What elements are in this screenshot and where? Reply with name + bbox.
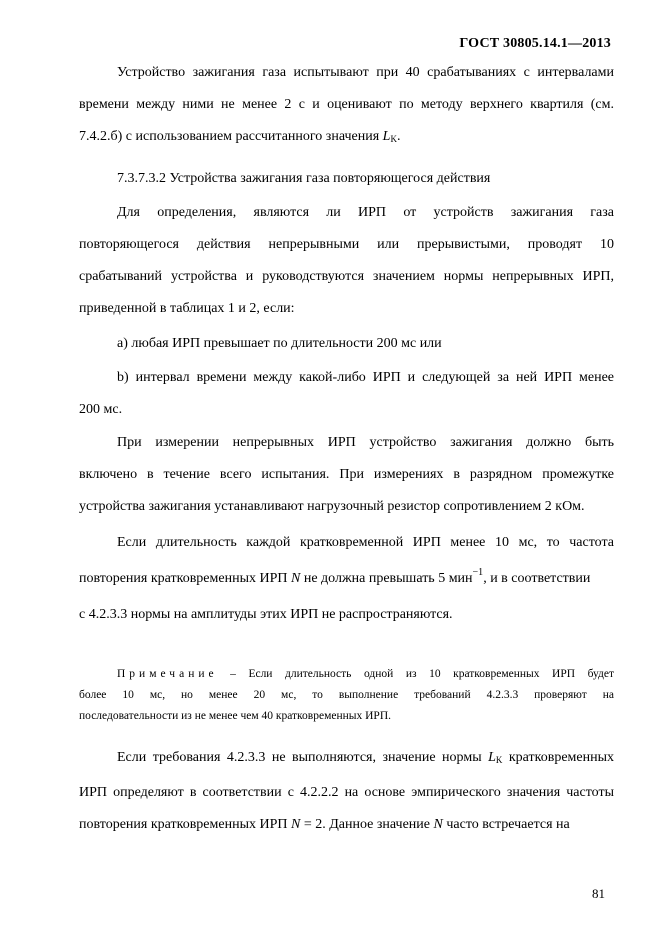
list-item-a [79,328,614,360]
variable-L: L [488,750,496,765]
text-run: не должна превышать 5 мин [300,571,473,586]
variable-N: N [290,571,301,586]
text-run: повторения кратковременных ИРП [79,571,291,586]
subscript-K: K [495,755,503,765]
paragraph-line: ИРП определяют в соответствии с 4.2.2.2 на основе эмпирического значения частоты [79,785,614,800]
text-run: , и в соответствии [483,571,591,586]
note-line: более 10 мс, но менее 20 мс, то выполнение требований 4.2.3.3 проверяют на [79,689,614,701]
subscript-K: K [390,134,397,144]
variable-N: N [433,817,443,832]
paragraph-line [79,559,614,599]
paragraph-2 [79,197,614,325]
note-text: – Если длительность одной из 10 кратковременных ИРП будет [217,668,614,680]
note-label: Примечание [117,668,218,680]
paragraph-4 [79,527,614,631]
paragraph-line: с 4.2.3.3 нормы на амплитуды этих ИРП не распространяются. [79,607,453,622]
paragraph-line: устройства зажигания устанавливают нагрузочный резистор сопротивлением 2 кОм. [79,499,585,514]
paragraph-line: времени между ними не менее 2 с и оценивают по методу верхнего квартиля (см. [79,97,614,112]
paragraph-line: приведенной в таблицах 1 и 2, если: [79,301,295,316]
variable-L: L [382,129,391,144]
paragraph-line: Если длительность каждой кратковременной ИРП менее 10 мс, то частота [117,535,614,550]
note-line [79,664,614,685]
paragraph-line [79,121,614,153]
paragraph-5 [79,739,614,841]
paragraph-line: Устройство зажигания газа испытывают при 40 срабатываниях с интервалами [117,65,614,80]
section-heading [79,163,614,195]
text-run: . [396,129,401,144]
variable-N: N [290,817,301,832]
paragraph-1 [79,57,614,153]
text-run: кратковременных [502,750,614,765]
note-block [79,664,614,727]
section-title: 7.3.7.3.2 Устройства зажигания газа повторяющегося действия [117,171,491,186]
paragraph-3 [79,427,614,523]
document-header: ГОСТ 30805.14.1—2013 [459,36,611,51]
paragraph-line: Для определения, являются ли ИРП от устройств зажигания газа [117,205,614,220]
page-number: 81 [592,886,605,901]
paragraph-line [79,809,614,841]
note-line: последовательности из не менее чем 40 кратковременных ИРП. [79,710,392,722]
list-item-b [79,362,614,426]
list-item-text: b) интервал времени между какой-либо ИРП и следующей за ней ИРП менее [117,370,614,385]
list-item-text: 200 мс. [79,402,123,417]
paragraph-line: срабатываний устройства и руководствуются значением нормы непрерывных ИРП, [79,269,614,284]
paragraph-line: При измерении непрерывных ИРП устройство зажигания должно быть [117,435,614,450]
text-run: повторения кратковременных ИРП [79,817,291,832]
paragraph-line: включено в течение всего испытания. При измерениях в разрядном промежутке [79,467,614,482]
superscript-minus-one: −1 [472,567,484,578]
paragraph-line: повторяющегося действия непрерывными или прерывистыми, проводят 10 [79,237,614,252]
paragraph-line [79,739,614,777]
text-run: = 2. Данное значение [300,817,434,832]
text-run: часто встречается на [442,817,570,832]
text-run: Если требования 4.2.3.3 не выполняются, значение нормы [117,750,489,765]
list-item-text: a) любая ИРП превышает по длительности 200 мс или [117,336,442,351]
text-run: 7.4.2.б) с использованием рассчитанного значения [79,129,383,144]
